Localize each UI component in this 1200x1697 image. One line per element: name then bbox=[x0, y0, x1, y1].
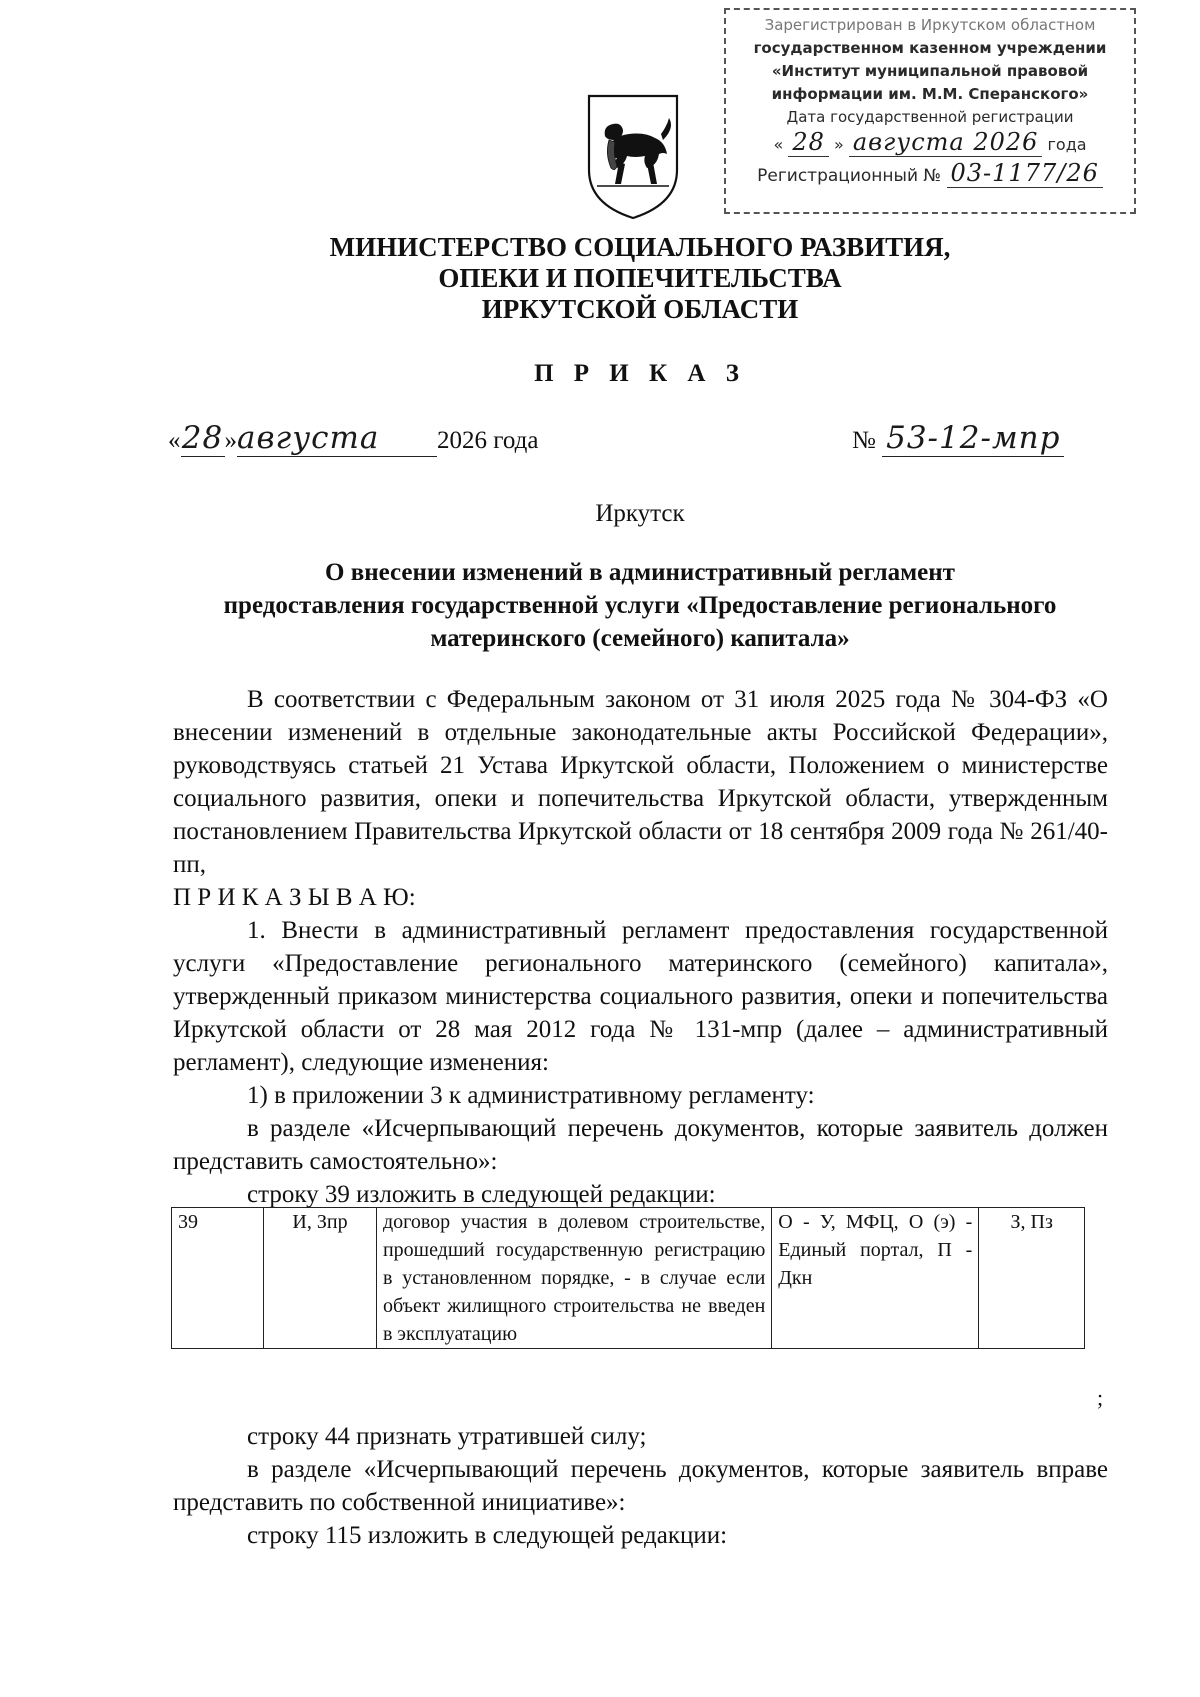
stamp-line-3: «Институт муниципальной правовой bbox=[771, 62, 1089, 80]
table-row bbox=[172, 1208, 1085, 1349]
stamp-date-open: « bbox=[773, 135, 784, 154]
stamp-date-month-year: августа 2026 bbox=[849, 128, 1043, 157]
order-title: П Р И К А З bbox=[534, 360, 746, 387]
order-number bbox=[852, 420, 1064, 456]
table-cell-type: З, Пз bbox=[979, 1208, 1085, 1349]
document-title bbox=[150, 556, 1130, 655]
table-cell-method: О - У, МФЦ, О (э) - Единый портал, П - Дкн bbox=[772, 1208, 979, 1349]
ministry-line-2: ОПЕКИ И ПОПЕЧИТЕЛЬСТВА bbox=[438, 263, 842, 293]
stamp-line-1: Зарегистрирован в Иркутском областном bbox=[764, 16, 1096, 34]
stamp-line-4: информации им. М.М. Сперанского» bbox=[771, 85, 1089, 103]
ministry-header bbox=[0, 232, 1200, 325]
stamp-date-mid: » bbox=[833, 135, 844, 154]
ministry-line-1: МИНИСТЕРСТВО СОЦИАЛЬНОГО РАЗВИТИЯ, bbox=[329, 232, 951, 262]
body-paragraph-row-39: строку 39 изложить в следующей редакции: bbox=[247, 1181, 716, 1208]
body-paragraph-sub-1: 1) в приложении 3 к административному регламенту: bbox=[247, 1082, 815, 1109]
order-date-open: « bbox=[168, 427, 181, 454]
stamp-date-suffix: года bbox=[1047, 135, 1087, 154]
body-paragraph-item-1: 1. Внести в административный регламент предоставления государственной услуги «Предоставление регионального материнского (семейного) капитала», утвержденный приказом министерства социального развития, опеки и попечительства Иркутской области от 28 мая 2012 года № 131-мпр (далее – административный регламент), следующие изменения: bbox=[173, 917, 1108, 1076]
stamp-date-day: 28 bbox=[788, 128, 829, 157]
body-paragraph-order: П Р И К А З Ы В А Ю: bbox=[173, 884, 416, 911]
order-number-value: 53-12-мпр bbox=[882, 420, 1064, 457]
document-table bbox=[171, 1207, 1085, 1349]
document-title-line-2: предоставления государственной услуги «Предоставление регионального bbox=[223, 592, 1057, 619]
body-paragraph-section: в разделе «Исчерпывающий перечень документов, которые заявитель должен представить самостоятельно»: bbox=[173, 1115, 1108, 1175]
order-date-month: августа bbox=[237, 420, 380, 456]
order-date-close: » bbox=[224, 427, 237, 454]
table-cell-number: 39 bbox=[172, 1208, 264, 1349]
after-paragraph-1: строку 44 признать утратившей силу; bbox=[247, 1423, 647, 1450]
document-title-line-1: О внесении изменений в административный регламент bbox=[325, 559, 955, 586]
order-date-day: 28 bbox=[181, 420, 224, 456]
ministry-line-3: ИРКУТСКОЙ ОБЛАСТИ bbox=[481, 294, 799, 324]
document-title-line-3: материнского (семейного) капитала» bbox=[430, 625, 850, 652]
city-name: Иркутск bbox=[595, 500, 685, 527]
order-date bbox=[168, 420, 538, 457]
table-cell-document: договор участия в долевом строительстве, прошедший государственную регистрацию в установленном порядке, - в случае если объект жилищного строительства не введен в эксплуатацию bbox=[376, 1208, 771, 1349]
after-paragraph-3: строку 115 изложить в следующей редакции: bbox=[247, 1522, 728, 1549]
stamp-registration-number bbox=[726, 159, 1134, 188]
order-number-label: № bbox=[852, 427, 876, 454]
table-cell-code: И, Зпр bbox=[264, 1208, 377, 1349]
table-trailing-punctuation: ; bbox=[1097, 1385, 1104, 1410]
document-body-continued bbox=[173, 1420, 1108, 1552]
body-paragraph-1: В соответствии с Федеральным законом от 31 июля 2025 года № 304-ФЗ «О внесении изменений в отдельные законодательные акты Российской Федерации», руководствуясь статьей 21 Устава Иркутской области, Положением о министерстве социального развития, опеки и попечительства Иркутской области, утвержденным постановлением Правительства Иркутской области от 18 сентября 2009 года № 261/40-пп, bbox=[173, 686, 1108, 878]
order-date-year: 2026 года bbox=[437, 427, 539, 454]
coat-of-arms-icon bbox=[583, 92, 683, 222]
stamp-reg-label: Регистрационный № bbox=[757, 166, 942, 186]
stamp-registration-date bbox=[726, 128, 1134, 156]
stamp-reg-number: 03-1177/26 bbox=[947, 159, 1103, 188]
stamp-line-2: государственном казенном учреждении bbox=[753, 39, 1107, 57]
registration-stamp bbox=[724, 8, 1136, 214]
stamp-line-5: Дата государственной регистрации bbox=[786, 108, 1074, 126]
document-body bbox=[173, 683, 1108, 1211]
after-paragraph-2: в разделе «Исчерпывающий перечень документов, которые заявитель вправе представить по собственной инициативе»: bbox=[173, 1456, 1108, 1516]
